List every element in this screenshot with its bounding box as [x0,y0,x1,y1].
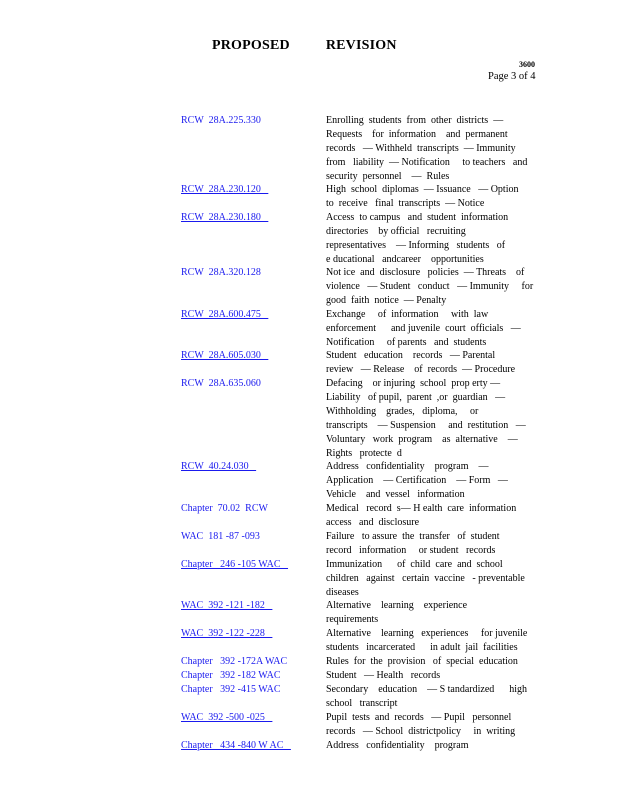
entry-ref-link[interactable]: Chapter 392 -172A WAC [181,656,288,667]
document-title [212,38,397,54]
entry-ref-link[interactable]: RCW 28A.230.180 [181,212,269,223]
entry-description: Pupil tests and records — Pupil personnel records — School districtpolicy in writing [326,712,516,737]
entry-ref-link[interactable]: RCW 28A.320.128 [181,267,261,278]
entry-ref-link[interactable]: RCW 40.24.030 [181,461,257,472]
entry-description: Alternative learning experiences for juvenile students incarcerated in adult jail facilities [326,628,528,653]
entry-description: Immunization of child care and school children against certain vaccine - preventable diseases [326,559,525,598]
entry-description: Medical record s— H ealth care information access and disclosure [326,503,517,528]
entry-description: Address confidentiality program — Application — Certification — Form — Vehicle and vessel information [326,461,508,500]
title-word-revision: REVISION [325,38,397,53]
entry-ref-link[interactable]: Chapter 392 -415 WAC [181,684,281,695]
entry-ref-link[interactable]: Chapter 70.02 RCW [181,503,268,514]
page-number: Page 3 of 4 [488,71,536,82]
document-code: 3600 [519,60,535,69]
entry-ref-link[interactable]: WAC 392 -121 -182 [181,600,273,611]
entry-description: Secondary education — S tandardized high school transcript [326,684,528,709]
entry-description: Defacing or injuring school prop erty — Liability of pupil, parent ,or guardian — Withholding grades, diploma, or transcripts — Suspension and restitution — Voluntary work program as alternative — Rights protecte d [326,378,526,459]
entry-description: Student education records — Parental review — Release of records — Procedure [326,350,516,375]
entry-description: Rules for the provision of special education [326,656,518,667]
entry-description: Exchange of information with law enforcement and juvenile court officials — Notification of parents and students [326,309,521,348]
entry-ref-link[interactable]: Chapter 434 -840 W AC [181,740,291,751]
title-word-proposed: PROPOSED [212,38,290,53]
entry-description: High school diplomas — Issuance — Option to receive final transcripts — Notice [326,184,519,209]
entry-ref-link[interactable]: Chapter 246 -105 WAC [181,559,289,570]
entry-description: Enrolling students from other districts — Requests for information and permanent records — Withheld transcripts — Immunity from liability — Notification to teachers and security personnel — Rules [326,115,528,182]
entry-ref-link[interactable]: RCW 28A.605.030 [181,350,269,361]
entry-description: Alternative learning experience requirements [326,600,468,625]
entry-description: Access to campus and student information directories by official recruiting representatives — Informing students of e ducational andcareer opportunities [326,212,509,265]
entry-ref-link[interactable]: RCW 28A.230.120 [181,184,269,195]
entry-description: Failure to assure the transfer of student record information or student records [326,531,500,556]
entry-ref-link[interactable]: RCW 28A.600.475 [181,309,269,320]
entry-description: Not ice and disclosure policies — Threats of violence — Student conduct — Immunity for good faith notice — Penalty [326,267,534,306]
entry-ref-link[interactable]: RCW 28A.635.060 [181,378,261,389]
entry-ref-link[interactable]: Chapter 392 -182 WAC [181,670,281,681]
entry-description: Student — Health records [326,670,441,681]
entry-ref-link[interactable]: WAC 181 -87 -093 [181,531,260,542]
entry-ref-link[interactable]: WAC 392 -500 -025 [181,712,273,723]
entry-ref-link[interactable]: WAC 392 -122 -228 [181,628,273,639]
entry-description: Address confidentiality program [326,740,469,751]
entry-ref-link[interactable]: RCW 28A.225.330 [181,115,261,126]
